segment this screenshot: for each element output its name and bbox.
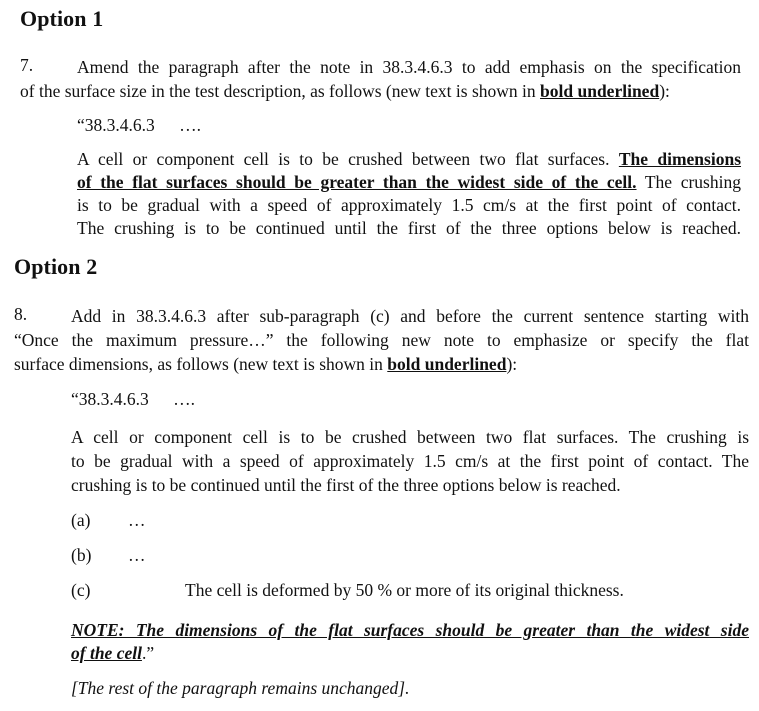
option-1-body-line-2: [77, 171, 741, 194]
option-2-bold-underlined-label: bold underlined: [387, 354, 507, 374]
rest-unchanged-note: [The rest of the paragraph remains unchanged].: [71, 678, 410, 698]
option-2-intro-line-3: [14, 352, 749, 376]
option-1-instruction: [20, 55, 741, 103]
option-1-heading: Option 1: [20, 6, 104, 31]
note-line-1: NOTE: The dimensions of the flat surfaces should be greater than the widest side: [71, 620, 749, 640]
option-1-bold-underlined-label: bold underlined: [540, 81, 660, 101]
option-1-body-line-3: is to be gradual with a speed of approximately 1.5 cm/s at the first point of contact.: [77, 195, 741, 215]
item-number-7: 7.: [20, 55, 34, 75]
option-1-reference: [77, 115, 201, 136]
option-2-instruction: [14, 304, 749, 376]
list-item: [71, 545, 146, 566]
option-1-ref-number: “38.3.4.6.3: [77, 115, 155, 135]
option-1-new-text-1: The dimensions: [618, 149, 742, 169]
note-line-2-end: .”: [141, 643, 155, 663]
option-2-heading: Option 2: [14, 254, 98, 279]
list-item: [71, 510, 146, 531]
note-line-2: [71, 642, 749, 665]
list-item-text: …: [128, 510, 146, 530]
note-line-2-text: of the cell: [71, 643, 142, 663]
list-item-label: (a): [71, 510, 91, 530]
option-2-ref-dots: ….: [173, 389, 196, 409]
option-2-intro-end: ):: [506, 354, 518, 374]
option-1-new-text-2: of the flat surfaces should be greater than the widest side of the cell.: [77, 172, 637, 192]
option-1-amended-paragraph: [77, 148, 741, 240]
list-item-label: (c): [71, 580, 91, 600]
option-1-body-text-1: A cell or component cell is to be crushed between two flat surfaces.: [77, 149, 619, 169]
option-1-body-text-2: The crushing: [636, 172, 741, 192]
option-2-intro-text: surface dimensions, as follows (new text is shown in: [14, 354, 388, 374]
option-1-intro-text: of the surface size in the test description, as follows (new text is shown in: [20, 81, 541, 101]
option-2-note: [71, 619, 749, 665]
option-2-intro-line-2: “Once the maximum pressure…” the following new note to emphasize or specify the flat: [14, 330, 749, 350]
option-2-body-line-3: crushing is to be continued until the first of the three options below is reached.: [71, 475, 621, 495]
option-1-intro-end: ):: [659, 81, 670, 101]
option-1-body-line-4: The crushing is to be continued until the first of the three options below is reached.: [77, 218, 741, 238]
list-item: [71, 580, 711, 601]
list-item-text: …: [128, 545, 146, 565]
item-number-8: 8.: [14, 304, 28, 324]
option-1-body-line-1: [77, 148, 741, 171]
option-2-reference: [71, 389, 195, 410]
option-1-ref-dots: ….: [179, 115, 202, 135]
option-2-body-line-2: to be gradual with a speed of approximately 1.5 cm/s at the first point of contact. The: [71, 451, 749, 471]
option-2-ref-number: “38.3.4.6.3: [71, 389, 149, 409]
option-1-intro-line-2: [20, 79, 741, 103]
option-2-paragraph: [71, 425, 749, 497]
option-2-intro-line-1: Add in 38.3.4.6.3 after sub-paragraph (c) and before the current sentence starting with: [71, 306, 749, 326]
list-item-text: The cell is deformed by 50 % or more of its original thickness.: [185, 580, 624, 600]
option-2-body-line-1: A cell or component cell is to be crushed between two flat surfaces. The crushing is: [71, 427, 749, 447]
list-item-label: (b): [71, 545, 92, 565]
option-1-intro-line-1: Amend the paragraph after the note in 38.3.4.6.3 to add emphasis on the specification: [77, 57, 741, 77]
